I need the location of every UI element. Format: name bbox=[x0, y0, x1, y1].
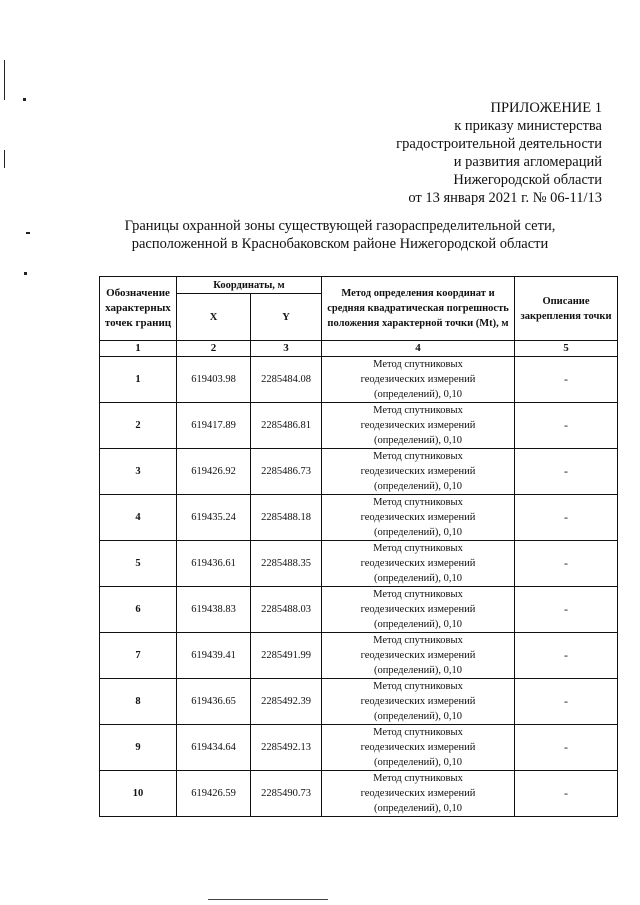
column-number: 3 bbox=[251, 341, 322, 357]
table-row bbox=[100, 495, 618, 541]
point-description: - bbox=[515, 633, 618, 679]
method-line: Метод спутниковых bbox=[373, 451, 463, 462]
method-cell bbox=[322, 449, 515, 495]
method-line: Метод спутниковых bbox=[373, 773, 463, 784]
document-title bbox=[60, 217, 620, 253]
appendix-line: ПРИЛОЖЕНИЕ 1 bbox=[490, 100, 602, 116]
method-line: Метод спутниковых bbox=[373, 359, 463, 370]
scan-mark bbox=[26, 232, 30, 234]
coord-x: 619438.83 bbox=[177, 587, 251, 633]
table-row bbox=[100, 679, 618, 725]
column-number: 4 bbox=[322, 341, 515, 357]
coord-y: 2285484.08 bbox=[251, 357, 322, 403]
header-x: X bbox=[177, 294, 251, 341]
point-number: 3 bbox=[100, 449, 177, 495]
point-number: 9 bbox=[100, 725, 177, 771]
header-point: Обозначение характерных точек границ bbox=[100, 277, 177, 341]
method-line: геодезических измерений bbox=[360, 420, 476, 431]
coord-x: 619417.89 bbox=[177, 403, 251, 449]
method-line: (определений), 0,10 bbox=[373, 527, 463, 538]
method-line: Метод спутниковых bbox=[373, 497, 463, 508]
method-cell bbox=[322, 403, 515, 449]
point-number: 5 bbox=[100, 541, 177, 587]
method-cell bbox=[322, 633, 515, 679]
point-number: 7 bbox=[100, 633, 177, 679]
method-line: (определений), 0,10 bbox=[373, 803, 463, 814]
point-number: 8 bbox=[100, 679, 177, 725]
point-number: 1 bbox=[100, 357, 177, 403]
coord-x: 619426.92 bbox=[177, 449, 251, 495]
method-line: Метод спутниковых bbox=[373, 543, 463, 554]
coord-x: 619436.65 bbox=[177, 679, 251, 725]
coordinates-table bbox=[99, 276, 618, 817]
point-description: - bbox=[515, 357, 618, 403]
point-description: - bbox=[515, 771, 618, 817]
appendix-line: градостроительной деятельности bbox=[396, 136, 602, 152]
table-row bbox=[100, 403, 618, 449]
scan-mark bbox=[24, 272, 27, 275]
column-number: 1 bbox=[100, 341, 177, 357]
point-description: - bbox=[515, 541, 618, 587]
method-cell bbox=[322, 495, 515, 541]
coord-y: 2285488.18 bbox=[251, 495, 322, 541]
method-line: Метод спутниковых bbox=[373, 589, 463, 600]
table-row bbox=[100, 771, 618, 817]
header-coordinates: Координаты, м bbox=[177, 277, 322, 294]
coord-x: 619439.41 bbox=[177, 633, 251, 679]
point-description: - bbox=[515, 403, 618, 449]
table-row bbox=[100, 357, 618, 403]
method-line: Метод спутниковых bbox=[373, 635, 463, 646]
method-cell bbox=[322, 771, 515, 817]
scan-mark bbox=[4, 150, 5, 168]
point-number: 4 bbox=[100, 495, 177, 541]
coord-y: 2285492.13 bbox=[251, 725, 322, 771]
table-row bbox=[100, 449, 618, 495]
header-y: Y bbox=[251, 294, 322, 341]
method-line: геодезических измерений bbox=[360, 374, 476, 385]
method-line: геодезических измерений bbox=[360, 604, 476, 615]
method-line: (определений), 0,10 bbox=[373, 481, 463, 492]
header-description: Описание закрепления точки bbox=[515, 277, 618, 341]
coord-y: 2285492.39 bbox=[251, 679, 322, 725]
scan-mark bbox=[208, 899, 328, 900]
point-description: - bbox=[515, 587, 618, 633]
header-method: Метод определения координат и средняя квадратическая погрешность положения характерной точки (Mt), м bbox=[322, 277, 515, 341]
method-line: (определений), 0,10 bbox=[373, 757, 463, 768]
coord-y: 2285490.73 bbox=[251, 771, 322, 817]
method-cell bbox=[322, 587, 515, 633]
coord-y: 2285486.81 bbox=[251, 403, 322, 449]
coord-x: 619403.98 bbox=[177, 357, 251, 403]
method-line: геодезических измерений bbox=[360, 696, 476, 707]
method-line: (определений), 0,10 bbox=[373, 389, 463, 400]
appendix-line: от 13 января 2021 г. № 06-11/13 bbox=[408, 190, 602, 206]
scan-mark bbox=[4, 60, 5, 100]
table-row bbox=[100, 633, 618, 679]
method-line: геодезических измерений bbox=[360, 466, 476, 477]
column-number: 5 bbox=[515, 341, 618, 357]
method-line: (определений), 0,10 bbox=[373, 711, 463, 722]
appendix-line: к приказу министерства bbox=[454, 118, 602, 134]
method-line: (определений), 0,10 bbox=[373, 665, 463, 676]
method-cell bbox=[322, 679, 515, 725]
column-numbers-row bbox=[100, 341, 618, 357]
point-description: - bbox=[515, 449, 618, 495]
point-number: 6 bbox=[100, 587, 177, 633]
method-line: геодезических измерений bbox=[360, 558, 476, 569]
method-line: геодезических измерений bbox=[360, 742, 476, 753]
method-cell bbox=[322, 541, 515, 587]
appendix-block bbox=[342, 99, 602, 207]
method-line: геодезических измерений bbox=[360, 512, 476, 523]
method-line: Метод спутниковых bbox=[373, 727, 463, 738]
point-number: 2 bbox=[100, 403, 177, 449]
title-line: расположенной в Краснобаковском районе Нижегородской области bbox=[131, 236, 549, 252]
point-description: - bbox=[515, 495, 618, 541]
coord-y: 2285486.73 bbox=[251, 449, 322, 495]
coord-x: 619426.59 bbox=[177, 771, 251, 817]
column-number: 2 bbox=[177, 341, 251, 357]
method-line: геодезических измерений bbox=[360, 650, 476, 661]
title-line: Границы охранной зоны существующей газораспределительной сети, bbox=[124, 218, 556, 234]
coord-x: 619436.61 bbox=[177, 541, 251, 587]
point-number: 10 bbox=[100, 771, 177, 817]
method-line: (определений), 0,10 bbox=[373, 619, 463, 630]
method-cell bbox=[322, 357, 515, 403]
method-line: (определений), 0,10 bbox=[373, 435, 463, 446]
table-row bbox=[100, 541, 618, 587]
method-line: (определений), 0,10 bbox=[373, 573, 463, 584]
table-row bbox=[100, 725, 618, 771]
coord-y: 2285488.03 bbox=[251, 587, 322, 633]
table-row bbox=[100, 587, 618, 633]
coord-x: 619434.64 bbox=[177, 725, 251, 771]
method-line: Метод спутниковых bbox=[373, 681, 463, 692]
method-line: Метод спутниковых bbox=[373, 405, 463, 416]
appendix-line: Нижегородской области bbox=[453, 172, 602, 188]
point-description: - bbox=[515, 679, 618, 725]
method-cell bbox=[322, 725, 515, 771]
coord-y: 2285491.99 bbox=[251, 633, 322, 679]
coord-x: 619435.24 bbox=[177, 495, 251, 541]
coord-y: 2285488.35 bbox=[251, 541, 322, 587]
point-description: - bbox=[515, 725, 618, 771]
method-line: геодезических измерений bbox=[360, 788, 476, 799]
appendix-line: и развития агломераций bbox=[453, 154, 602, 170]
scan-mark bbox=[23, 98, 26, 101]
